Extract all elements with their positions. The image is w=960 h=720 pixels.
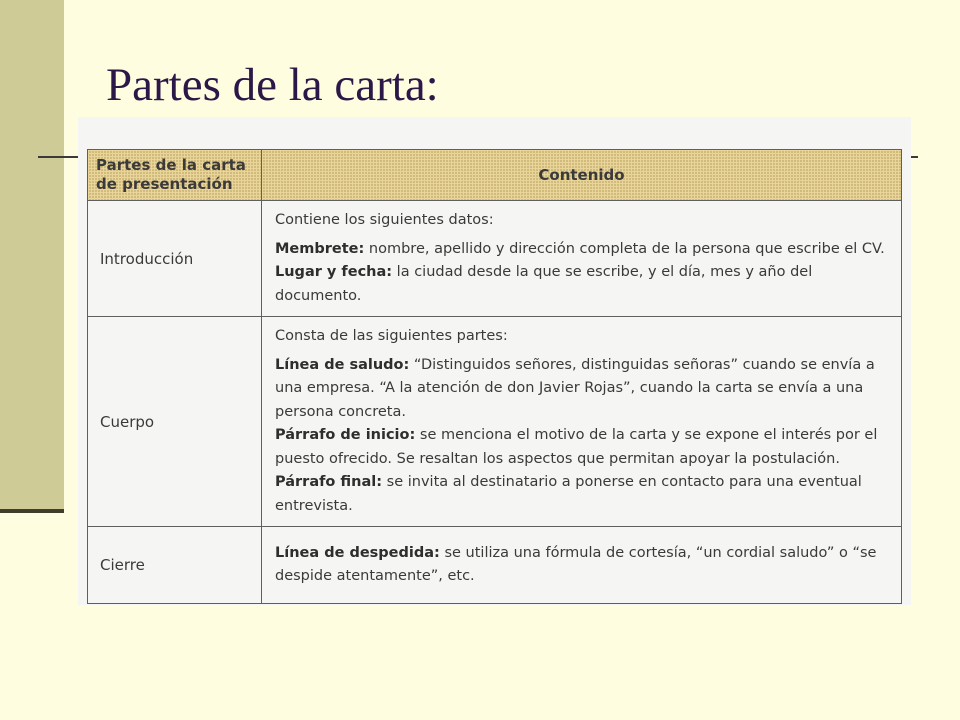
slide-title: Partes de la carta: [106,59,439,111]
slide-accent-bar [0,0,64,512]
header-content: Contenido [262,150,902,201]
table-image [78,117,911,605]
part-name: Cuerpo [88,317,262,527]
part-name: Introducción [88,201,262,317]
content-intro: Consta de las siguientes partes: [275,328,508,344]
content-item [275,424,891,471]
part-content [262,317,902,527]
item-text: “Distinguidos señores, distinguidas señoras” cuando se envía a una empresa. “A la atención de don Javier Rojas”, cuando la carta se envía a una persona concreta. [275,356,875,420]
item-label: Párrafo de inicio: [275,427,416,443]
content-item [275,354,891,425]
part-content [262,201,902,317]
content-item [275,238,891,262]
table-row-introduccion [88,201,902,317]
item-label: Párrafo final: [275,474,383,490]
content-item [275,471,891,518]
item-text: se menciona el motivo de la carta y se expone el interés por el puesto ofrecido. Se resaltan los aspectos que permitan apoyar la postulación. [275,427,878,467]
header-parts: Partes de la carta de presentación [88,150,262,201]
content-intro: Contiene los siguientes datos: [275,212,494,228]
letter-parts-table [87,149,902,604]
accent-bar-divider [0,509,64,513]
table-row-cuerpo [88,317,902,527]
item-text: nombre, apellido y dirección completa de la persona que escribe el CV. [364,240,885,257]
item-text: la ciudad desde la que se escribe, y el día, mes y año del documento. [275,264,813,304]
item-text: se invita al destinatario a ponerse en contacto para una eventual entrevista. [275,474,862,514]
item-text: se utiliza una fórmula de cortesía, “un cordial saludo” o “se despide atentamente”, etc. [275,544,877,584]
item-label: Membrete: [275,240,365,257]
item-label: Lugar y fecha: [275,264,393,280]
table-row-cierre [88,527,902,604]
item-label: Línea de saludo: [275,356,410,373]
item-label: Línea de despedida: [275,544,440,561]
table-header-row [88,150,902,201]
content-item [275,261,891,308]
content-item [275,542,891,589]
part-name: Cierre [88,527,262,604]
part-content [262,527,902,604]
